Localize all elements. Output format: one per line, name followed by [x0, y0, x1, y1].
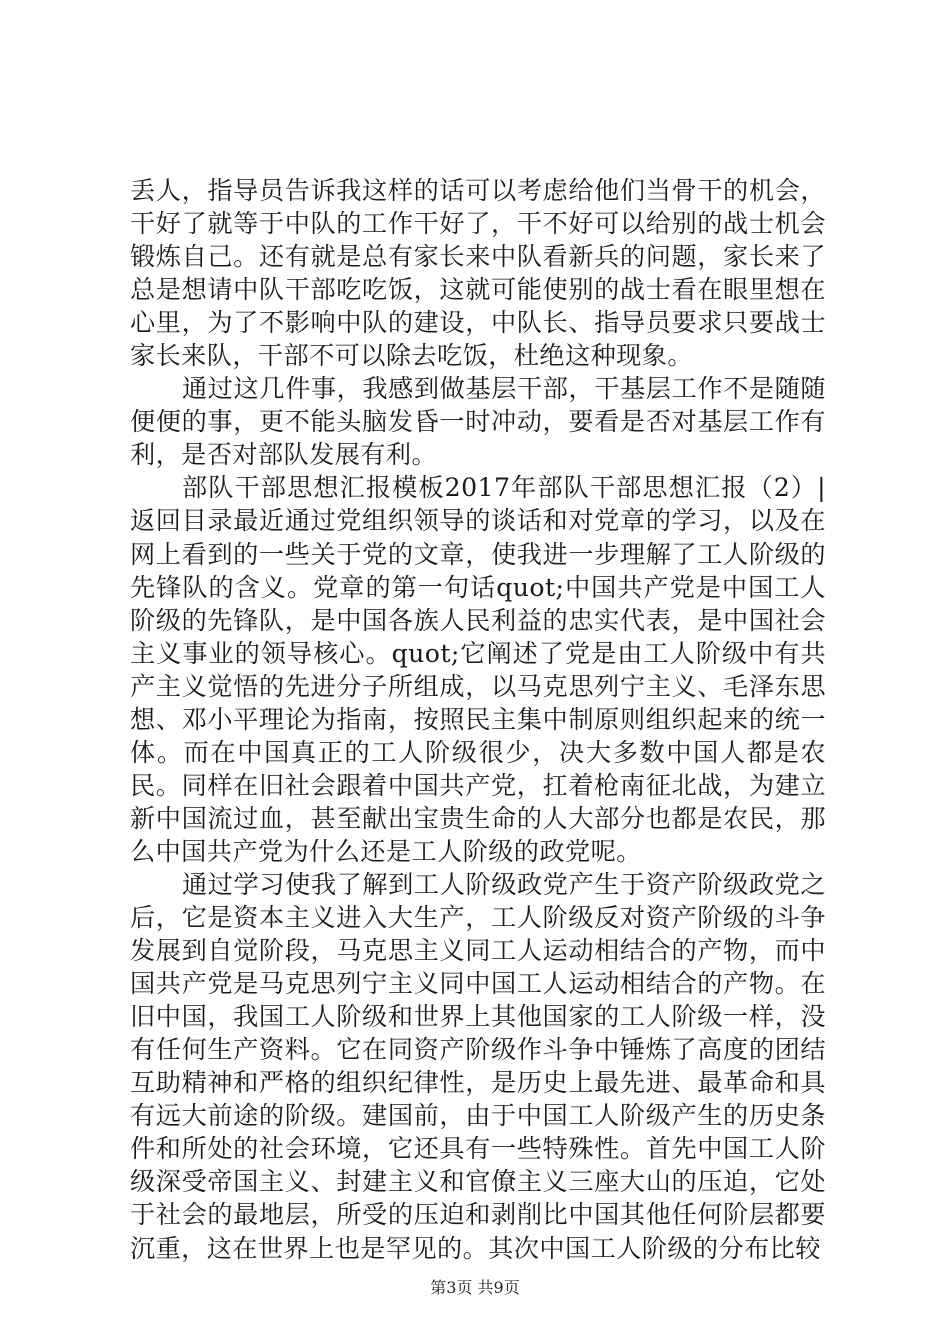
document-body — [130, 174, 826, 1265]
paragraph-1: 丢人，指导员告诉我这样的话可以考虑给他们当骨干的机会，干好了就等于中队的工作干好了，干不好可以给别的战士机会锻炼自己。还有就是总有家长来中队看新兵的问题，家长来了总是想请中队干部吃吃饭，这就可能使别的战士看在眼里想在心里，为了不影响中队的建设，中队长、指导员要求只要战士家长来队，干部不可以除去吃饭，杜绝这种现象。 — [130, 176, 826, 371]
paragraph-4: 通过学习使我了解到工人阶级政党产生于资产阶级政党之后，它是资本主义进入大生产，工人阶级反对资产阶级的斗争发展到自觉阶段，马克思主义同工人运动相结合的产物，而中国共产党是马克思列宁主义同中国工人运动相结合的产物。在旧中国，我国工人阶级和世界上其他国家的工人阶级一样，没有任何生产资料。它在同资产阶级作斗争中锤炼了高度的团结互助精神和严格的组织纪律性，是历史上最先进、最革命和具有远大前途的阶级。建国前，由于中国工人阶级产生的历史条件和所处的社会环境，它还具有一些特殊性。首先中国工人阶级深受帝国主义、封建主义和官僚主义三座大山的压迫，它处于社会的最地层，所受的压迫和剥削比中国其他任何阶层都要沉重，这在世界上也是罕见的。其次中国工人阶级的分布比较 — [130, 869, 826, 1263]
paragraph-2: 通过这几件事，我感到做基层干部，干基层工作不是随随便便的事，更不能头脑发昏一时冲动，要看是否对基层工作有利，是否对部队发展有利。 — [130, 374, 826, 470]
paragraph-3: 部队干部思想汇报模板2017年部队干部思想汇报（2）|返回目录最近通过党组织领导的谈话和对党章的学习，以及在网上看到的一些关于党的文章，使我进一步理解了工人阶级的先锋队的含义。党章的第一句话quot;中国共产党是中国工人阶级的先锋队，是中国各族人民利益的忠实代表，是中国社会主义事业的领导核心。quot;它阐述了党是由工人阶级中有共产主义觉悟的先进分子所组成，以马克思列宁主义、毛泽东思想、邓小平理论为指南，按照民主集中制原则组织起来的统一体。而在中国真正的工人阶级很少，决大多数中国人都是农民。同样在旧社会跟着中国共产党，扛着枪南征北战，为建立新中国流过血，甚至献出宝贵生命的人大部分也都是农民，那么中国共产党为什么还是工人阶级的政党呢。 — [130, 473, 826, 866]
page-number-footer: 第3页 共9页 — [430, 1278, 520, 1297]
